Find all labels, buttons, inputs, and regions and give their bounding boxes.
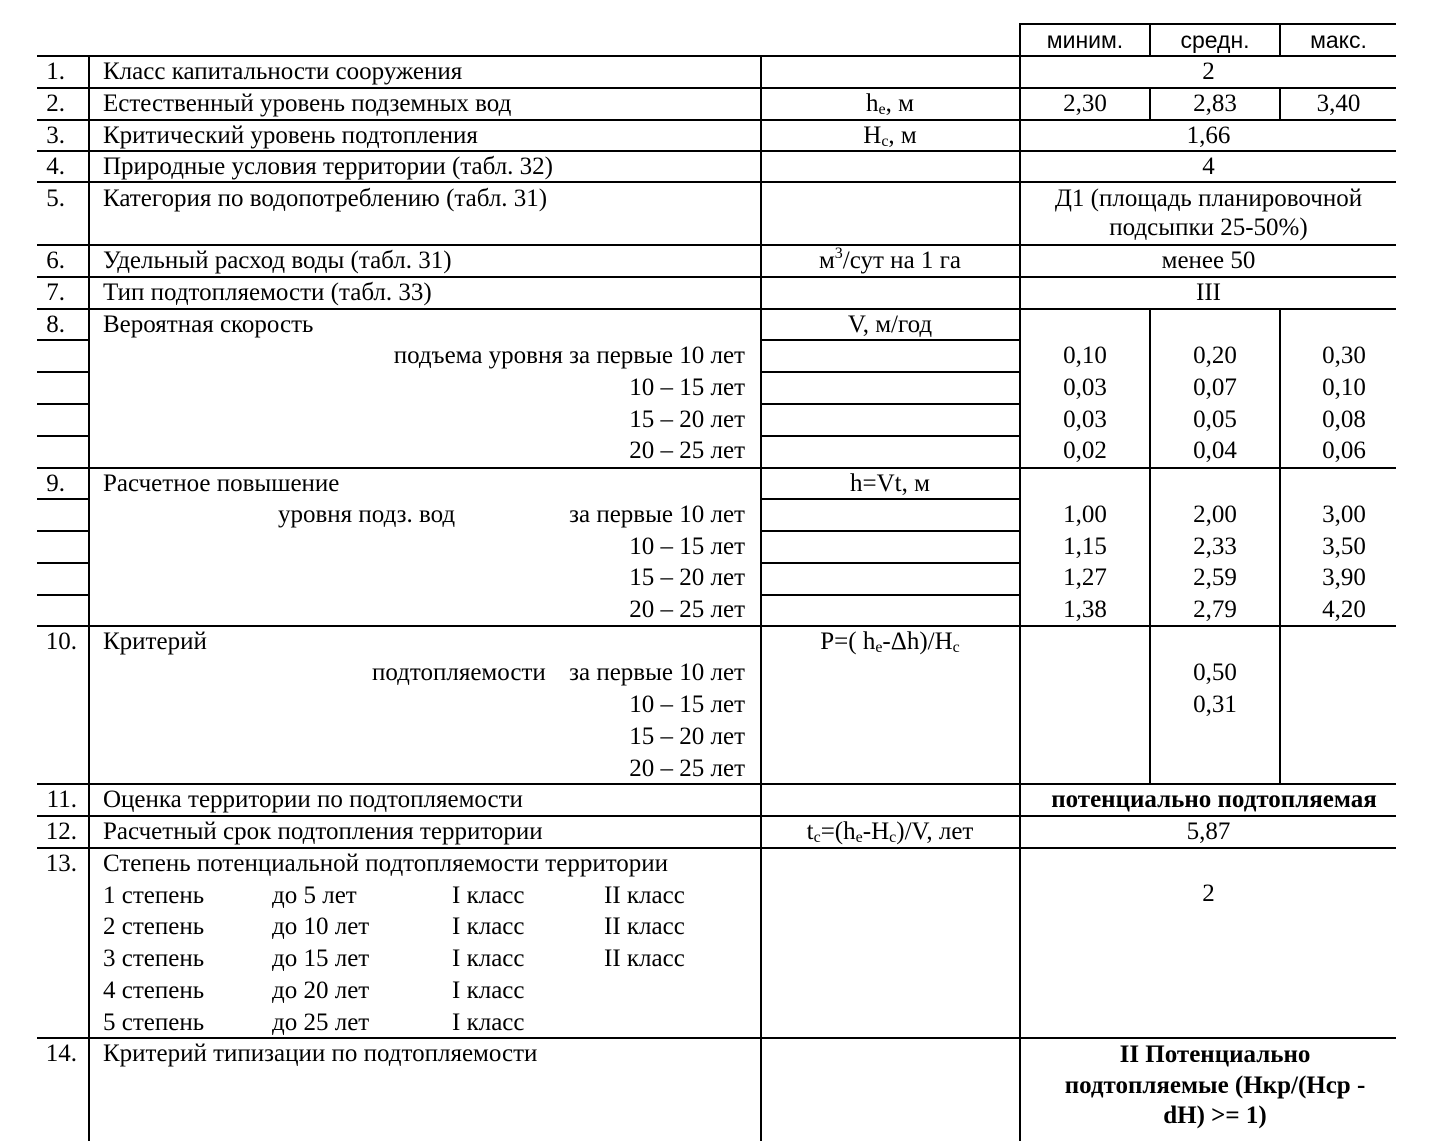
period-label: 20 – 25 лет: [629, 596, 745, 623]
value-avg: 0,04: [1193, 437, 1237, 464]
rule: [760, 562, 1019, 564]
sub-label: уровня подз. вод: [278, 501, 456, 528]
row-value-line: II Потенциально: [1119, 1041, 1311, 1068]
row-label: Степень потенциальной подтопляемости территории: [103, 850, 669, 877]
value-avg: 2,83: [1193, 90, 1237, 117]
rule: [88, 55, 90, 1141]
value-min: 1,15: [1063, 533, 1107, 560]
row-label: Вероятная скорость: [103, 311, 314, 338]
rule: [760, 55, 762, 1141]
row-value: потенциально подтопляемая: [1051, 786, 1377, 813]
row-value-line: подтопляемые (Нкр/(Нср -: [1064, 1072, 1366, 1099]
degree-class-1: I класс: [452, 913, 525, 940]
degree-name: 5 степень: [103, 1009, 205, 1036]
row-number: 11.: [46, 786, 77, 813]
header-avg: средн.: [1180, 27, 1250, 53]
sub-label: подтопляемости: [372, 659, 546, 686]
degree-term: до 5 лет: [272, 882, 357, 909]
header-min: миним.: [1046, 27, 1124, 53]
row-unit: $H_c$, м: [863, 122, 917, 150]
value-avg: 0,07: [1193, 374, 1237, 401]
period-label: 10 – 15 лет: [629, 374, 745, 401]
row-number: 5.: [46, 185, 65, 212]
rule: [760, 371, 1019, 373]
degree-name: 4 степень: [103, 977, 205, 1004]
row-value-line: подсыпки 25-50%): [1109, 214, 1308, 241]
period-label: 20 – 25 лет: [629, 437, 745, 464]
value-min: 1,00: [1063, 501, 1107, 528]
row-unit: $м^3$/сут на 1 га: [818, 245, 962, 274]
rule: [760, 403, 1019, 405]
row-value: 2: [1202, 880, 1215, 907]
value-max: 0,06: [1322, 437, 1366, 464]
value-min: 2,30: [1063, 90, 1107, 117]
value-max: 3,40: [1316, 90, 1361, 117]
rule: [760, 530, 1019, 532]
row-value: менее 50: [1161, 247, 1256, 274]
row-value: 4: [1202, 153, 1215, 180]
row-number: 2.: [46, 90, 65, 117]
row-label: Естественный уровень подземных вод: [103, 90, 512, 117]
row-unit: P=( $h_e-\Delta h)/H_c$: [820, 628, 960, 656]
value-avg: 0,50: [1193, 659, 1237, 686]
rule: [760, 594, 1019, 596]
period-label: 15 – 20 лет: [629, 723, 745, 750]
row-number: 13.: [45, 850, 77, 877]
row-label: Расчетный срок подтопления территории: [103, 818, 543, 845]
value-min: 1,27: [1063, 564, 1107, 591]
row-unit: $t_c=(h_e-H_c)/V$, лет: [806, 818, 974, 846]
degree-class-1: I класс: [452, 882, 525, 909]
period-label: за первые 10 лет: [569, 659, 745, 686]
row-value: 5,87: [1186, 818, 1231, 845]
period-label: 10 – 15 лет: [629, 533, 745, 560]
value-max: 3,00: [1322, 501, 1366, 528]
value-avg: 2,33: [1193, 533, 1237, 560]
period-label: подъема уровня за первые 10 лет: [393, 342, 745, 369]
value-avg: 2,00: [1193, 501, 1237, 528]
degree-class-2: II класс: [604, 913, 685, 940]
row-number: 14.: [45, 1040, 77, 1067]
period-label: 15 – 20 лет: [629, 406, 745, 433]
degree-term: до 20 лет: [272, 977, 370, 1004]
row-number: 8.: [46, 311, 65, 338]
period-label: за первые 10 лет: [569, 501, 745, 528]
row-value-line: dH) >= 1): [1163, 1102, 1267, 1129]
row-number: 1.: [46, 58, 65, 85]
degree-class-1: I класс: [452, 945, 525, 972]
degree-class-2: II класс: [604, 945, 685, 972]
value-max: 3,50: [1322, 533, 1366, 560]
degree-class-1: I класс: [452, 977, 525, 1004]
value-avg: 2,59: [1193, 564, 1237, 591]
row-label: Расчетное повышение: [103, 470, 340, 497]
value-max: 3,90: [1322, 564, 1366, 591]
period-label: 20 – 25 лет: [629, 755, 745, 782]
value-max: 0,08: [1322, 406, 1366, 433]
row-value: 1,66: [1186, 122, 1231, 149]
row-number: 3.: [46, 122, 65, 149]
rule: [37, 562, 89, 564]
value-max: 0,10: [1322, 374, 1366, 401]
degree-class-1: I класс: [452, 1009, 525, 1036]
value-max: 4,20: [1322, 596, 1366, 623]
row-label: Критерий типизации по подтопляемости: [103, 1040, 538, 1067]
row-number: 4.: [46, 153, 65, 180]
rule: [37, 594, 89, 596]
degree-name: 1 степень: [103, 882, 205, 909]
value-min: 0,10: [1063, 342, 1107, 369]
degree-name: 3 степень: [103, 945, 205, 972]
row-unit: h=Vt, м: [850, 470, 930, 497]
value-avg: 2,79: [1193, 596, 1237, 623]
row-label: Класс капитальности сооружения: [103, 58, 463, 85]
degree-class-2: II класс: [604, 882, 685, 909]
rule: [37, 530, 89, 532]
row-label: Критерий: [103, 628, 207, 655]
row-label: Природные условия территории (табл. 32): [103, 153, 554, 180]
degree-term: до 15 лет: [272, 945, 370, 972]
value-max: 0,30: [1322, 342, 1366, 369]
value-min: 0,03: [1063, 374, 1107, 401]
row-label: Критический уровень подтопления: [103, 122, 478, 149]
row-label: Оценка территории по подтопляемости: [103, 786, 523, 813]
rule: [37, 371, 89, 373]
row-label: Тип подтопляемости (табл. 33): [103, 279, 432, 306]
value-avg: 0,05: [1193, 406, 1237, 433]
value-min: 1,38: [1063, 596, 1107, 623]
rule: [37, 435, 89, 437]
degree-term: до 25 лет: [272, 1009, 370, 1036]
period-label: 10 – 15 лет: [629, 691, 745, 718]
row-number: 10.: [45, 628, 77, 655]
period-label: 15 – 20 лет: [629, 564, 745, 591]
rule: [37, 403, 89, 405]
row-unit: V, м/год: [847, 311, 933, 338]
row-value: III: [1196, 279, 1221, 306]
value-min: 0,03: [1063, 406, 1107, 433]
value-min: 0,02: [1063, 437, 1107, 464]
row-value: 2: [1202, 58, 1215, 85]
row-label: Удельный расход воды (табл. 31): [103, 247, 452, 274]
row-number: 6.: [46, 247, 65, 274]
row-unit: $h_e$, м: [866, 90, 914, 118]
row-value-line: Д1 (площадь планировочной: [1054, 185, 1363, 212]
degree-name: 2 степень: [103, 913, 205, 940]
degree-term: до 10 лет: [272, 913, 370, 940]
value-avg: 0,20: [1193, 342, 1237, 369]
rule: [760, 435, 1019, 437]
row-label: Категория по водопотреблению (табл. 31): [103, 185, 548, 212]
value-avg: 0,31: [1193, 691, 1237, 718]
row-number: 12.: [45, 818, 77, 845]
row-number: 7.: [46, 279, 65, 306]
row-number: 9.: [46, 470, 65, 497]
header-max: макс.: [1310, 27, 1367, 53]
